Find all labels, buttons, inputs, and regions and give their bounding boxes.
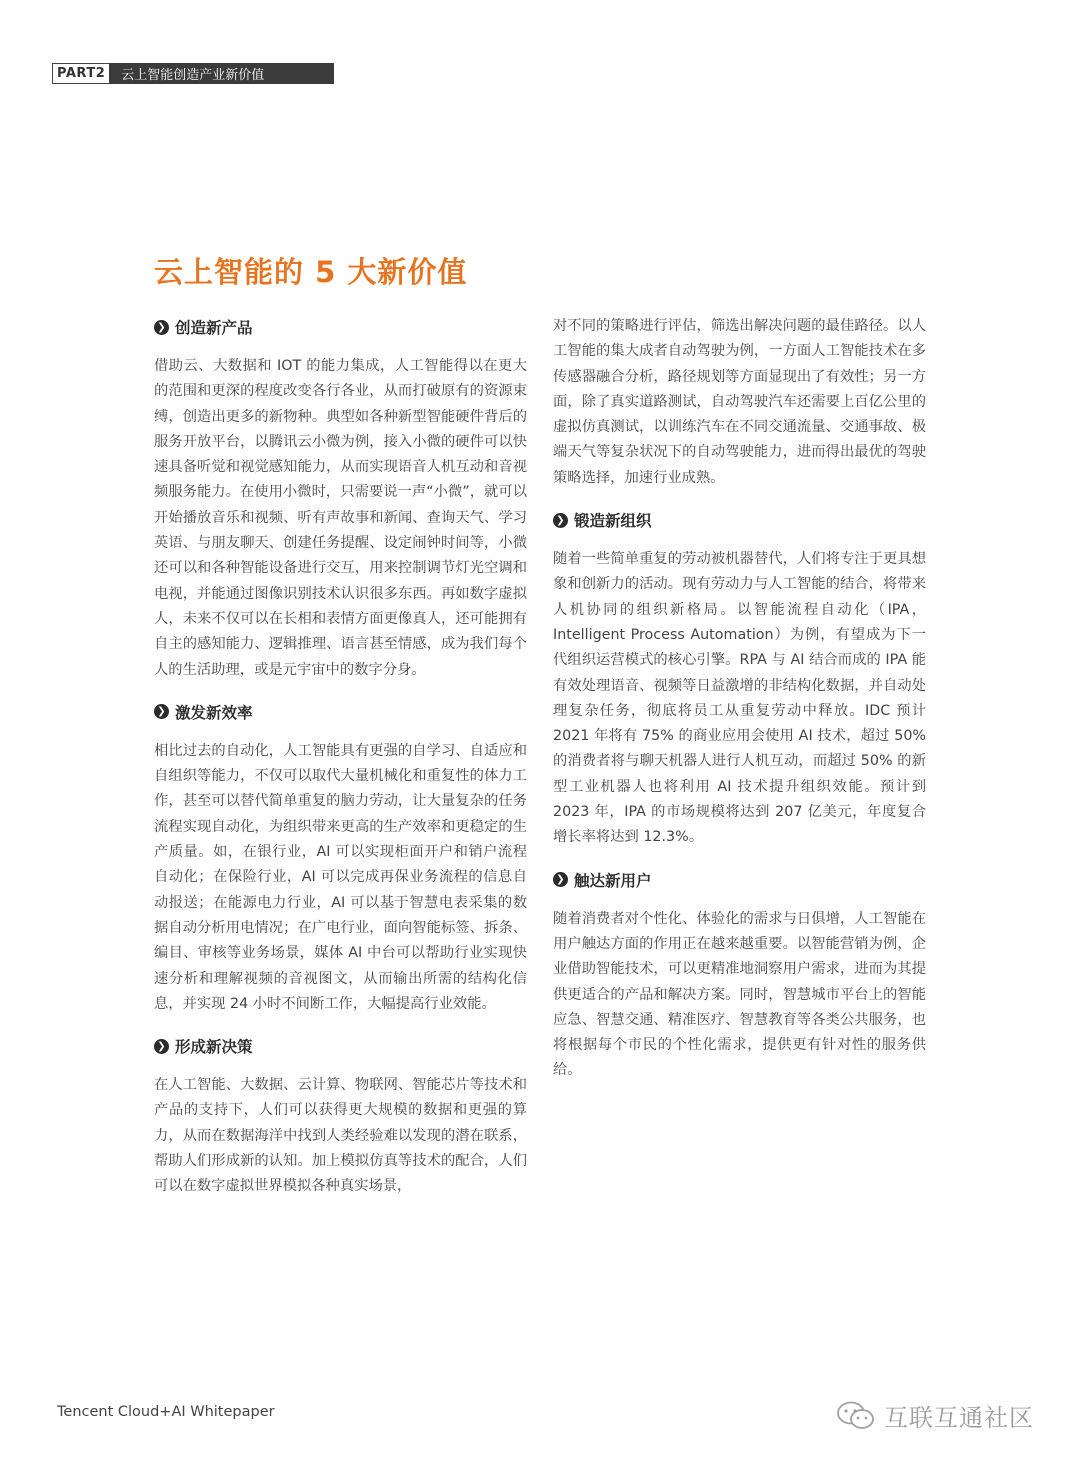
part-label: PART2 — [52, 63, 109, 84]
footer-whitepaper-label: Tencent Cloud+AI Whitepaper — [57, 1404, 275, 1420]
section-body: 随着消费者对个性化、体验化的需求与日俱增，人工智能在用户触达方面的作用正在越来越重要。以智能营销为例，企业借助智能技术，可以更精准地洞察用户需求，进而为其提供更适合的产品和解决方案。同时，智慧城市平台上的智能应急、智慧交通、精准医疗、智慧教育等各类公共服务，也将根据每个市民的个性化需求，提供更有针对性的服务供给。 — [553, 910, 926, 1079]
section-heading-text: 创造新产品 — [175, 319, 253, 337]
section-heading-text: 形成新决策 — [175, 1038, 253, 1057]
section-heading — [553, 507, 926, 533]
watermark — [836, 1398, 1034, 1433]
chevron-right-circle-icon: ❯ — [154, 320, 169, 335]
chevron-right-circle-icon: ❯ — [553, 872, 568, 887]
watermark-text: 互联互通社区 — [884, 1404, 1034, 1432]
section-heading-text: 锻造新组织 — [574, 512, 652, 531]
part-section-title: 云上智能创造产业新价值 — [109, 63, 334, 84]
header-bar — [52, 63, 334, 84]
section-heading-text: 激发新效率 — [175, 703, 253, 722]
right-column — [553, 314, 926, 1084]
left-column — [154, 314, 527, 1200]
section-heading — [154, 314, 527, 340]
section-body: 借助云、大数据和 IOT 的能力集成，人工智能得以在更大的范围和更深的程度改变各行各业，从而打破原有的资源束缚，创造出更多的新物种。典型如各种新型智能硬件背后的服务开放平台，以腾讯云小微为例，接入小微的硬件可以快速具备听觉和视觉感知能力，从而实现语音人机互动和音视频服务能力。在使用小微时，只需要说一声“小微”，就可以开始播放音乐和视频、听有声故事和新闻、查询天气、学习英语、与朋友聊天、创建任务提醒、设定闹钟时间等，小微还可以和各种智能设备进行交互，用来控制调节灯光空调和电视，并能通过图像识别技术认识很多东西。再如数字虚拟人，未来不仅可以在长相和表情方面更像真人，还可能拥有自主的感知能力、逻辑推理、语言甚至情感，成为我们每个人的生活助理，或是元宇宙中的数字分身。 — [154, 358, 527, 678]
section-body: 随着一些简单重复的劳动被机器替代，人们将专注于更具想象和创新力的活动。现有劳动力与人工智能的结合，将带来人机协同的组织新格局。以智能流程自动化（IPA，Intelligent Process Automation）为例，有望成为下一代组织运营模式的核心引擎。RPA 与 AI 结合而成的 IPA 能有效处理语音、视频等日益激增的非结构化数据，并自动处理复杂任务，彻底将员工从重复劳动中释放。IDC 预计 2021 年将有 75% 的商业应用会使用 AI 技术，超过 50% 的消费者将与聊天机器人进行人机互动，而超过 50% 的新型工业机器人也将利用 AI 技术提升组织效能。预计到 2023 年，IPA 的市场规模将达到 207 亿美元，年度复合增长率将达到 12.3%。 — [553, 551, 926, 846]
section-heading — [154, 1033, 527, 1059]
chevron-right-circle-icon: ❯ — [154, 704, 169, 719]
chevron-right-circle-icon: ❯ — [553, 513, 568, 528]
page-title: 云上智能的 5 大新价值 — [154, 255, 468, 289]
chevron-right-circle-icon: ❯ — [154, 1039, 169, 1054]
section-heading — [154, 699, 527, 725]
wechat-icon — [836, 1400, 876, 1432]
section-heading — [553, 867, 926, 893]
section-heading-text: 触达新用户 — [574, 871, 652, 890]
section-body: 在人工智能、大数据、云计算、物联网、智能芯片等技术和产品的支持下，人们可以获得更大规模的数据和更强的算力，从而在数据海洋中找到人类经验难以发现的潜在联系，帮助人们形成新的认知。加上模拟仿真等技术的配合，人们可以在数字虚拟世界模拟各种真实场景， — [154, 1077, 527, 1195]
section-body-continued: 对不同的策略进行评估，筛选出解决问题的最佳路径。以人工智能的集大成者自动驾驶为例，一方面人工智能技术在多传感器融合分析，路径规划等方面显现出了有效性；另一方面，除了真实道路测试，自动驾驶汽车还需要上百亿公里的虚拟仿真测试，以训练汽车在不同交通流量、交通事故、极端天气等复杂状况下的自动驾驶能力，进而得出最优的驾驶策略选择，加速行业成熟。 — [553, 318, 926, 486]
section-body: 相比过去的自动化，人工智能具有更强的自学习、自适应和自组织等能力，不仅可以取代大量机械化和重复性的体力工作，甚至可以替代简单重复的脑力劳动，让大量复杂的任务流程实现自动化，为组织带来更高的生产效率和更稳定的生产质量。如，在银行业，AI 可以实现柜面开户和销户流程自动化；在保险行业，AI 可以完成再保业务流程的信息自动报送；在能源电力行业，AI 可以基于智慧电表采集的数据自动分析用电情况；在广电行业，面向智能标签、拆条、编目、审核等业务场景，媒体 AI 中台可以帮助行业实现快速分析和理解视频的音视图文，从而输出所需的结构化信息，并实现 24 小时不间断工作，大幅提高行业效能。 — [154, 742, 527, 1012]
